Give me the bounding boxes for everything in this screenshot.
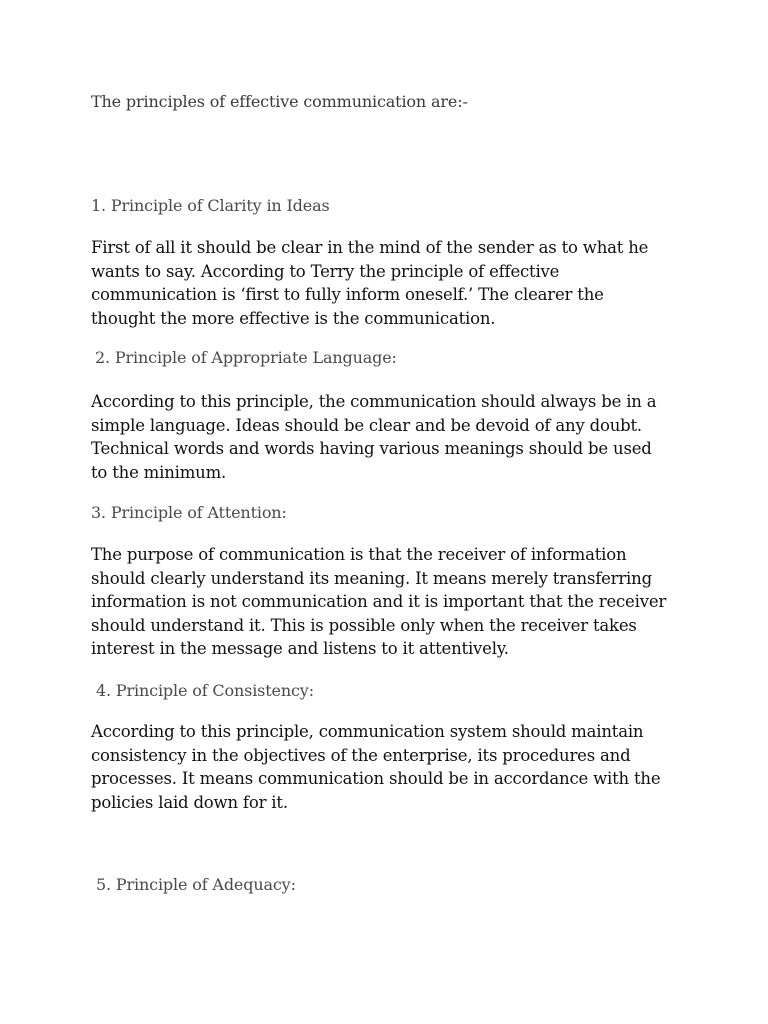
section-heading-clarity: 1. Principle of Clarity in Ideas	[91, 196, 330, 215]
section-heading-appropriate-language: 2. Principle of Appropriate Language:	[95, 348, 397, 367]
paragraph-line: consistency in the objectives of the enterprise, its procedures and	[91, 745, 631, 765]
paragraph-line: First of all it should be clear in the mind of the sender as to what he	[91, 238, 649, 257]
section-paragraph-consistency	[91, 720, 691, 814]
section-heading-adequacy: 5. Principle of Adequacy:	[96, 875, 296, 894]
paragraph-line: According to this principle, communication system should maintain	[91, 722, 644, 741]
section-heading-consistency: 4. Principle of Consistency:	[96, 681, 314, 700]
paragraph-line: Technical words and words having various meanings should be used	[91, 439, 652, 458]
document-intro: The principles of effective communication are:-	[91, 92, 468, 111]
paragraph-line: to the minimum.	[91, 462, 227, 482]
paragraph-line: communication is ‘first to fully inform oneself.’ The clearer the	[91, 285, 604, 304]
paragraph-line: thought the more effective is the communication.	[91, 308, 496, 328]
section-heading-attention: 3. Principle of Attention:	[91, 503, 287, 522]
paragraph-line: According to this principle, the communication should always be in a	[91, 392, 657, 411]
paragraph-line: should clearly understand its meaning. It means merely transferring	[91, 568, 652, 588]
paragraph-line: should understand it. This is possible only when the receiver takes	[91, 615, 637, 635]
paragraph-line: information is not communication and it is important that the receiver	[91, 592, 667, 611]
paragraph-line: wants to say. According to Terry the principle of effective	[91, 261, 560, 281]
paragraph-line: interest in the message and listens to it attentively.	[91, 639, 509, 658]
paragraph-line: simple language. Ideas should be clear and be devoid of any doubt.	[91, 415, 642, 435]
paragraph-line: The purpose of communication is that the receiver of information	[91, 545, 627, 564]
section-paragraph-clarity	[91, 236, 691, 330]
section-paragraph-attention	[91, 543, 691, 661]
section-paragraph-appropriate-language	[91, 390, 691, 484]
paragraph-line: policies laid down for it.	[91, 792, 288, 812]
paragraph-line: processes. It means communication should be in accordance with the	[91, 769, 661, 788]
